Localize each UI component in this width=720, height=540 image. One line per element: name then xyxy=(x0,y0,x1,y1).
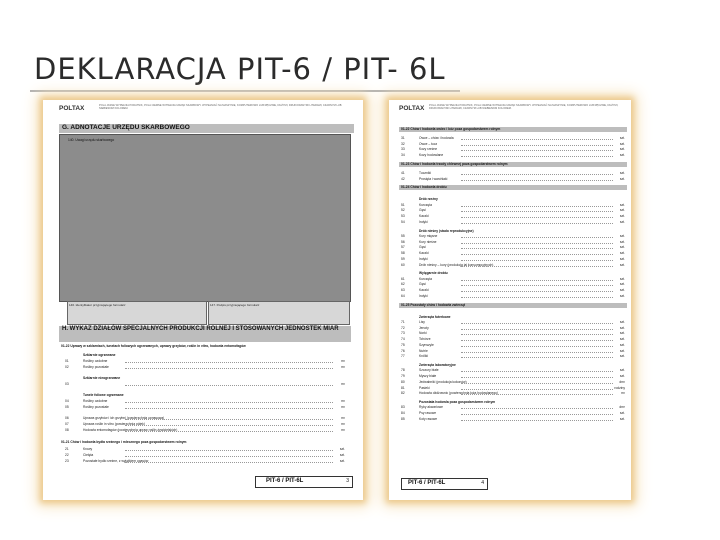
row-label: Pasieki xyxy=(419,385,430,390)
row-unit: szt. xyxy=(619,331,625,336)
row-number: 53 xyxy=(401,214,405,219)
row-unit: m² xyxy=(341,416,345,420)
row-unit: szt. xyxy=(619,320,625,324)
row-label: Owce – chów i hodowla xyxy=(419,136,454,140)
row-unit: szt. xyxy=(339,453,345,457)
brand-logo: POLTAX xyxy=(399,105,425,112)
row-dotted-line xyxy=(461,156,613,157)
row-dotted-line xyxy=(461,334,613,335)
row-dotted-line xyxy=(125,456,333,457)
row-label: Nutrie xyxy=(419,348,428,353)
row-label: Indyki xyxy=(419,256,428,261)
row-number: 23 xyxy=(65,459,69,463)
row-label: Kurczęta xyxy=(419,276,433,281)
subhead-01-21: 01-21 Chów i hodowla bydła rzeźnego i mlecznego poza gospodarstwem rolnym xyxy=(61,440,187,444)
field-146-label: 146. Identyfikator przyjmującego formularz xyxy=(69,303,126,307)
row-number: 55 xyxy=(401,234,405,238)
row-unit: dm² xyxy=(619,379,625,384)
row-number: 83 xyxy=(401,405,405,410)
row-label: Kury mięsne xyxy=(419,234,438,238)
row-dotted-line xyxy=(461,346,613,347)
form-page-4 xyxy=(389,100,631,500)
row-dotted-line xyxy=(461,174,613,175)
row-unit: szt. xyxy=(619,219,625,224)
row-label: Indyki xyxy=(419,293,428,298)
row-label: Kurczęta xyxy=(419,202,433,207)
row-label: Kaczki xyxy=(419,251,429,256)
row-unit: rodziny xyxy=(614,385,625,390)
row-label: Kozy rzeźne xyxy=(419,147,438,152)
row-dotted-line xyxy=(461,394,613,395)
row-dotted-line xyxy=(461,297,613,298)
row-unit: szt. xyxy=(619,368,625,373)
row-unit: m² xyxy=(341,428,345,432)
row-number: 64 xyxy=(401,293,405,298)
row-dotted-line xyxy=(461,266,613,267)
row-dotted-line xyxy=(461,291,613,292)
row-label: Hodowla entomofagów (powierzchnia upraw roślin żywicielskich) xyxy=(83,428,178,432)
row-dotted-line xyxy=(125,419,333,420)
row-number: 79 xyxy=(401,374,405,379)
row-label: Cielęta xyxy=(83,453,94,457)
row-dotted-line xyxy=(461,237,613,238)
row-label: Jenoty xyxy=(419,325,429,330)
row-unit: szt. xyxy=(619,348,625,353)
row-label: Rośliny ozdobne xyxy=(83,399,108,403)
row-dotted-line xyxy=(125,368,333,369)
row-number: 32 xyxy=(401,141,405,146)
row-dotted-line xyxy=(125,408,333,409)
footer-code-box xyxy=(255,476,353,488)
row-unit: szt. xyxy=(619,342,625,347)
row-dotted-line xyxy=(461,371,613,372)
row-unit: szt. xyxy=(619,251,625,256)
section-band: 01-22 Chów i hodowla owiec i kóz poza gospodarstwem rolnym xyxy=(399,127,627,132)
row-dotted-line xyxy=(125,385,333,386)
row-number: 59 xyxy=(401,256,405,261)
row-unit: m² xyxy=(341,382,345,386)
row-unit: szt. xyxy=(619,282,625,287)
form-page-3 xyxy=(43,100,363,500)
row-label: Uprawa roślin in vitro (powierzchnia półek) xyxy=(83,422,145,426)
group-heading: Szklarnie ogrzewane xyxy=(83,353,116,357)
row-number: 22 xyxy=(65,453,69,457)
row-dotted-line xyxy=(461,260,613,261)
row-number: 04 xyxy=(65,399,69,403)
row-dotted-line xyxy=(125,362,333,363)
row-dotted-line xyxy=(461,243,613,244)
row-number: 81 xyxy=(401,385,405,390)
row-label: Jedwabniki (produkcja kokonów) xyxy=(419,379,467,384)
row-unit: m² xyxy=(341,405,345,409)
row-label: Kaczki xyxy=(419,288,429,293)
row-number: 82 xyxy=(401,391,405,396)
brand-logo: POLTAX xyxy=(59,105,85,112)
row-number: 03 xyxy=(65,382,69,386)
row-unit: szt. xyxy=(619,176,625,181)
row-dotted-line xyxy=(125,450,333,451)
row-unit: szt. xyxy=(619,288,625,293)
row-unit: szt. xyxy=(619,354,625,359)
row-dotted-line xyxy=(461,414,613,415)
row-dotted-line xyxy=(461,180,613,181)
row-label: Gęsi xyxy=(419,245,426,250)
row-unit: szt. xyxy=(619,136,625,140)
row-number: 71 xyxy=(401,320,405,324)
field-146 xyxy=(67,301,207,325)
group-heading: Zwierzęta futerkowe xyxy=(419,314,451,319)
row-number: 21 xyxy=(65,447,69,451)
row-number: 77 xyxy=(401,354,405,359)
row-label: Norki xyxy=(419,331,427,336)
section-band: 01-23 Chów i hodowla trzody chlewnej poza gospodarstwem rolnym xyxy=(399,162,627,167)
row-dotted-line xyxy=(461,217,613,218)
row-dotted-line xyxy=(461,323,613,324)
group-heading: Wylęgarnie drobiu xyxy=(419,271,448,276)
row-number: 06 xyxy=(65,416,69,420)
row-label: Indyki xyxy=(419,219,428,224)
row-label: Szynszyle xyxy=(419,342,434,347)
row-label: Lisy xyxy=(419,320,425,324)
footer-page-number: 3 xyxy=(346,478,349,484)
row-dotted-line xyxy=(125,425,333,426)
row-label: Gęsi xyxy=(419,208,426,213)
section-band: 01-24 Chów i hodowla drobiu xyxy=(399,185,627,190)
row-number: 58 xyxy=(401,251,405,256)
row-unit: m² xyxy=(341,365,345,369)
row-label: Ryby akwariowe xyxy=(419,405,444,410)
row-number: 76 xyxy=(401,348,405,353)
row-number: 78 xyxy=(401,368,405,373)
row-label: Koty rasowe xyxy=(419,416,438,421)
row-number: 02 xyxy=(65,365,69,369)
field-147 xyxy=(208,301,350,325)
row-unit: szt. xyxy=(619,325,625,330)
row-label: Kaczki xyxy=(419,214,429,219)
group-heading: Drób nieśny (stado reprodukcyjne) xyxy=(419,228,474,233)
footer-code-box xyxy=(401,478,488,490)
row-number: 75 xyxy=(401,342,405,347)
row-number: 74 xyxy=(401,337,405,342)
row-dotted-line xyxy=(461,139,613,140)
row-label: Kozy hodowlane xyxy=(419,153,444,158)
row-number: 63 xyxy=(401,288,405,293)
group-heading: Tunele foliowe ogrzewane xyxy=(83,393,124,397)
header-note: POLA JASNE WYPEŁNIA PODATNIK, POLA CIEMNE WYPEŁNIA URZĄD SKARBOWY. WYPEŁNIAĆ NA MASZYNIE, KOMPUTEROWO LUB RĘCZNIE, DUŻYMI, DRUKOWANYMI LITERAMI, CZARNYM LUB NIEBIESKIM KOLOREM. xyxy=(429,104,619,110)
footer-code: PIT-6 / PIT-6L xyxy=(408,480,446,486)
field-140-label: 140. Uwagi urzędu skarbowego xyxy=(68,138,115,142)
row-unit: m² xyxy=(341,399,345,403)
row-number: 62 xyxy=(401,282,405,287)
row-unit: szt. xyxy=(619,276,625,281)
row-label: Tuczniki xyxy=(419,170,431,175)
row-dotted-line xyxy=(461,206,613,207)
footer-page-number: 4 xyxy=(481,480,484,486)
row-label: Prosięta i warchlaki xyxy=(419,176,448,181)
row-number: 84 xyxy=(401,411,405,416)
row-unit: szt. xyxy=(619,234,625,238)
row-dotted-line xyxy=(461,408,613,409)
row-label: Krowy xyxy=(83,447,93,451)
group-heading: Szklarnie nieogrzewane xyxy=(83,376,121,380)
row-number: 51 xyxy=(401,202,405,207)
row-label: Psy rasowe xyxy=(419,411,437,416)
row-number: 52 xyxy=(401,208,405,213)
row-number: 60 xyxy=(401,262,405,267)
row-number: 05 xyxy=(65,405,69,409)
group-heading: Drób rzeźny xyxy=(419,197,438,202)
row-dotted-line xyxy=(461,254,613,255)
row-dotted-line xyxy=(461,340,613,341)
row-number: 42 xyxy=(401,176,405,181)
row-unit: szt. xyxy=(619,202,625,207)
row-label: Pozostałe bydło rzeźne, z wyjątkiem opasów xyxy=(83,459,149,463)
row-unit: szt. xyxy=(619,337,625,342)
row-unit: szt. xyxy=(619,374,625,379)
row-label: Szczury białe xyxy=(419,368,439,373)
row-unit: m² xyxy=(621,391,625,396)
row-dotted-line xyxy=(461,223,613,224)
footer-code: PIT-6 / PIT-6L xyxy=(266,478,304,484)
title-underline xyxy=(30,90,460,92)
row-number: 56 xyxy=(401,239,405,244)
field-147-label: 147. Podpis przyjmującego formularz xyxy=(210,303,260,307)
row-number: 57 xyxy=(401,245,405,250)
row-dotted-line xyxy=(461,248,613,249)
row-number: 61 xyxy=(401,276,405,281)
row-number: 54 xyxy=(401,219,405,224)
row-unit: szt. xyxy=(619,262,625,267)
row-dotted-line xyxy=(125,462,333,463)
row-unit: szt. xyxy=(619,214,625,219)
row-label: Rośliny pozostałe xyxy=(83,365,109,369)
row-dotted-line xyxy=(461,352,613,353)
row-dotted-line xyxy=(461,329,613,330)
row-number: 80 xyxy=(401,379,405,384)
row-dotted-line xyxy=(461,285,613,286)
row-unit: szt. xyxy=(339,447,345,451)
row-unit: szt. xyxy=(619,416,625,421)
group-heading: Pozostała hodowla poza gospodarstwem rolnym xyxy=(419,399,496,404)
row-unit: m² xyxy=(341,359,345,363)
row-dotted-line xyxy=(461,389,613,390)
row-unit: szt. xyxy=(619,256,625,261)
row-label: Gęsi xyxy=(419,282,426,287)
row-label: Tchórze xyxy=(419,337,431,342)
row-number: 73 xyxy=(401,331,405,336)
row-dotted-line xyxy=(125,402,333,403)
row-dotted-line xyxy=(461,211,613,212)
row-number: 08 xyxy=(65,428,69,432)
row-unit: szt. xyxy=(619,411,625,416)
section-h-header: H. WYKAZ DZIAŁÓW SPECJALNYCH PRODUKCJI ROLNEJ I STOSOWANYCH JEDNOSTEK MIAR xyxy=(59,326,351,342)
row-label: Uprawa grzybów i ich grzybni (powierzchnia uprawowa) xyxy=(83,416,165,420)
row-unit: szt. xyxy=(619,147,625,152)
row-label: Hodowla dżdżownic (powierzchnia łoża hodowlanego) xyxy=(419,391,498,396)
header-note: POLA JASNE WYPEŁNIA PODATNIK, POLA CIEMNE WYPEŁNIA URZĄD SKARBOWY. WYPEŁNIAĆ NA MASZYNIE, KOMPUTEROWO LUB RĘCZNIE, DUŻYMI, DRUKOWANYMI LITERAMI, CZARNYM LUB NIEBIESKIM KOLOREM. xyxy=(99,104,342,110)
row-unit: szt. xyxy=(619,141,625,146)
row-dotted-line xyxy=(125,431,333,432)
row-unit: dm³ xyxy=(619,405,625,410)
row-unit: m² xyxy=(341,422,345,426)
tax-office-notes-area xyxy=(59,134,351,302)
row-label: Drób nieśny – kury (produkcja jaj konsumpcyjnych) xyxy=(419,262,494,267)
row-number: 31 xyxy=(401,136,405,140)
row-unit: szt. xyxy=(619,208,625,213)
row-label: Króliki xyxy=(419,354,428,359)
row-label: Rośliny ozdobne xyxy=(83,359,108,363)
row-unit: szt. xyxy=(619,153,625,158)
row-dotted-line xyxy=(461,420,613,421)
row-dotted-line xyxy=(461,145,613,146)
row-unit: szt. xyxy=(619,293,625,298)
row-unit: szt. xyxy=(619,245,625,250)
slide-title: DEKLARACJA PIT-6 / PIT- 6L xyxy=(34,52,446,86)
row-number: 07 xyxy=(65,422,69,426)
row-number: 41 xyxy=(401,170,405,175)
row-unit: szt. xyxy=(339,459,345,463)
row-number: 85 xyxy=(401,416,405,421)
section-band: 01-25 Pozostały chów i hodowla zwierząt xyxy=(399,303,627,308)
row-unit: szt. xyxy=(619,239,625,244)
row-dotted-line xyxy=(461,357,613,358)
row-dotted-line xyxy=(461,383,613,384)
section-g-header: G. ADNOTACJE URZĘDU SKARBOWEGO xyxy=(59,124,354,133)
row-label: Owce – tucz xyxy=(419,141,438,146)
row-dotted-line xyxy=(461,280,613,281)
row-unit: szt. xyxy=(619,170,625,175)
row-number: 33 xyxy=(401,147,405,152)
row-label: Kury nieśne xyxy=(419,239,437,244)
row-dotted-line xyxy=(461,377,613,378)
row-number: 01 xyxy=(65,359,69,363)
row-number: 72 xyxy=(401,325,405,330)
row-number: 34 xyxy=(401,153,405,158)
row-label: Rośliny pozostałe xyxy=(83,405,109,409)
subhead-01-22: 01-22 Uprawy w szklarniach, tunelach foliowych ogrzewanych, uprawy grzybów, roślin in vitro, hodowla entomofagów xyxy=(61,344,246,348)
row-dotted-line xyxy=(461,150,613,151)
row-label: Myszy białe xyxy=(419,374,437,379)
group-heading: Zwierzęta laboratoryjne xyxy=(419,362,456,367)
